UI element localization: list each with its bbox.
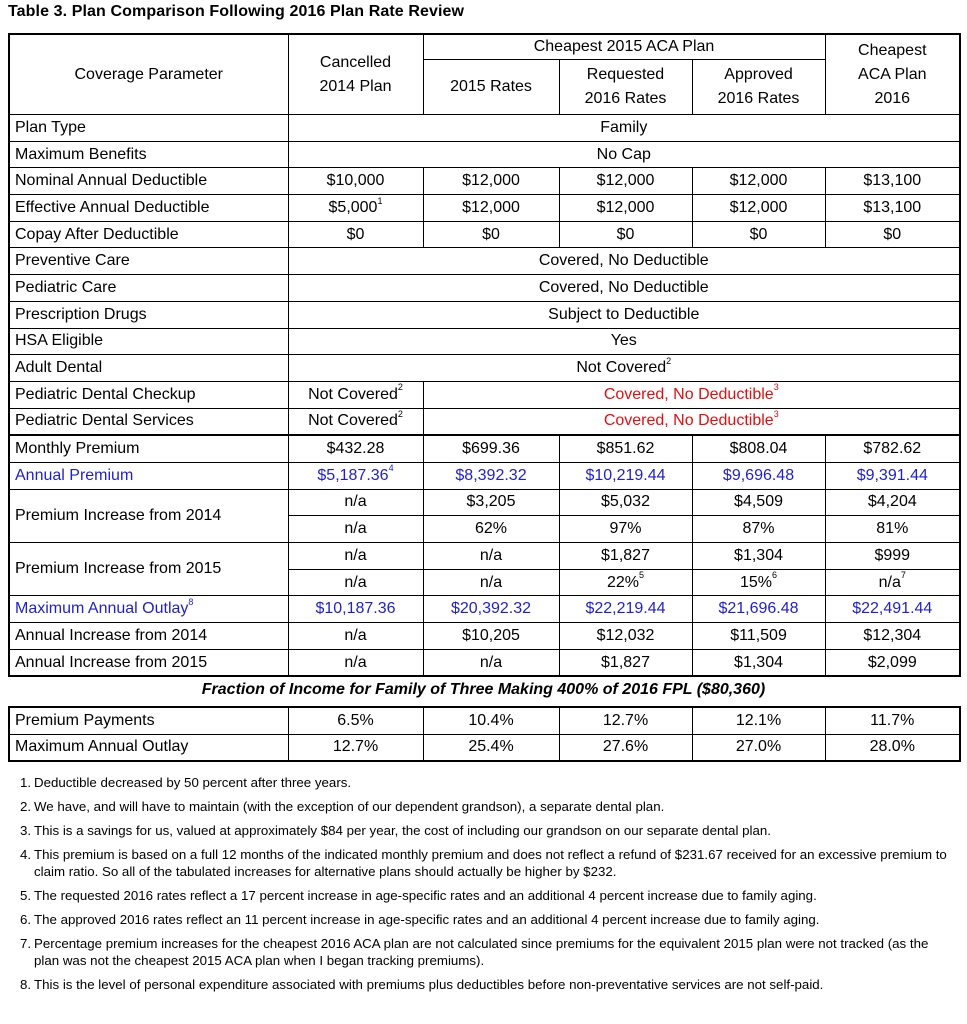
cell: 25.4% <box>423 734 559 761</box>
cell: $12,000 <box>559 195 692 222</box>
cell: n/a <box>423 543 559 570</box>
cell: $3,205 <box>423 489 559 516</box>
header-2015-rates: 2015 Rates <box>423 60 559 115</box>
row-label-rx: Prescription Drugs <box>9 301 288 328</box>
row-label-copay: Copay After Deductible <box>9 221 288 248</box>
cell: 97% <box>559 516 692 543</box>
cell: $2,099 <box>867 653 917 671</box>
row-label-ped-checkup: Pediatric Dental Checkup <box>9 381 288 408</box>
row-label-plan-type: Plan Type <box>9 115 288 142</box>
cell: $4,204 <box>825 489 960 516</box>
row-label-increase-2014: Premium Increase from 2014 <box>9 489 288 542</box>
cell: 10.4% <box>423 707 559 734</box>
row-label-hsa: HSA Eligible <box>9 328 288 355</box>
cell: $0 <box>423 221 559 248</box>
cell: $9,391.44 <box>825 462 960 489</box>
footnote-ref: 3 <box>773 409 779 420</box>
cell: 6.5% <box>288 707 423 734</box>
plan-comparison-table <box>8 33 961 677</box>
footnote-ref: 5 <box>639 570 645 581</box>
cell: n/a <box>288 516 423 543</box>
footnote: 1. Deductible decreased by 50 percent after three years. <box>20 775 352 790</box>
cell: $1,304 <box>692 543 825 570</box>
header-cancelled-2014: Cancelled 2014 Plan <box>288 34 423 115</box>
cell: n/a <box>288 489 423 516</box>
cell: $1,827 <box>559 649 692 676</box>
cell: n/a <box>423 649 559 676</box>
row-label-fraction-max-outlay: Maximum Annual Outlay <box>9 734 288 761</box>
footnotes <box>20 774 955 1000</box>
row-label-premium-payments: Premium Payments <box>9 707 288 734</box>
cell: $13,100 <box>825 168 960 195</box>
header-coverage-parameter: Coverage Parameter <box>9 34 288 115</box>
cell: $432.28 <box>288 435 423 462</box>
footnote-ref: 3 <box>773 382 779 393</box>
cell: $0 <box>288 221 423 248</box>
ped-services-value: Covered, No Deductible$^3$ <box>603 409 779 430</box>
row-label-preventive: Preventive Care <box>9 248 288 275</box>
cell: 27.0% <box>692 734 825 761</box>
cell: $12,000 <box>423 195 559 222</box>
ped-checkup-value: Covered, No Deductible$^3$ <box>423 381 960 408</box>
cell: $1,827 <box>559 543 692 570</box>
header-cheapest-2016: Cheapest ACA Plan 2016 <box>858 41 927 107</box>
cell: 12.1% <box>692 707 825 734</box>
cell: $782.62 <box>825 435 960 462</box>
cell: n/a <box>423 569 559 596</box>
cell: $22,491.44 <box>825 596 960 623</box>
cell: n/a <box>288 623 423 650</box>
footnote: 3. This is a savings for us, valued at approximately $84 per year, the cost of including our grandson on our separate dental plan. <box>20 823 771 838</box>
cell: $13,100 <box>825 195 960 222</box>
row-label-pediatric-care: Pediatric Care <box>9 275 288 302</box>
cell: $12,304 <box>825 623 960 650</box>
footnote: 4. This premium is based on a full 12 months of the indicated monthly premium and does not reflect a refund of $231.67 received for an excessive premium to claim ratio. So all of the tabulated increases for alternative plans should actually be higher by $232. <box>20 847 947 879</box>
footnote: 8. This is the level of personal expenditure associated with premiums plus deductibles before non-preventative services are not self-paid. <box>20 977 824 992</box>
header-cheapest-2015-group: Cheapest 2015 ACA Plan <box>423 34 825 60</box>
row-label-nominal-deductible: Nominal Annual Deductible <box>9 168 288 195</box>
cell: $22,219.44 <box>559 596 692 623</box>
footnote-ref: 6 <box>772 570 778 581</box>
footnote-ref: 8 <box>188 596 194 607</box>
cell: 81% <box>825 516 960 543</box>
plan-type-value: Family <box>288 115 960 142</box>
cell: $9,696.48 <box>692 462 825 489</box>
cell: 28.0% <box>869 738 915 756</box>
cell: $5,000$^1$ <box>288 195 423 222</box>
cell: 87% <box>692 516 825 543</box>
cell: $0 <box>825 221 960 248</box>
cell: $699.36 <box>423 435 559 462</box>
cell: $12,000 <box>692 195 825 222</box>
row-label-effective-deductible: Effective Annual Deductible <box>9 195 288 222</box>
footnote-ref: 7 <box>900 570 906 581</box>
row-label-max-benefits: Maximum Benefits <box>9 141 288 168</box>
cell: $0 <box>559 221 692 248</box>
cell: $12,000 <box>559 168 692 195</box>
row-label-increase-2015: Premium Increase from 2015 <box>9 543 288 596</box>
table-title: Table 3. Plan Comparison Following 2016 Plan Rate Review <box>8 3 465 20</box>
row-label-annual-premium: Annual Premium <box>9 462 288 489</box>
footnote-ref: 2 <box>397 382 403 393</box>
row-label-annual-inc-2015: Annual Increase from 2015 <box>9 649 288 676</box>
footnote: 2. We have, and will have to maintain (with the exception of our dependent grandson), a separate dental plan. <box>20 799 665 814</box>
row-label-annual-inc-2014: Annual Increase from 2014 <box>9 623 288 650</box>
cell: n/a <box>288 543 423 570</box>
cell: $5,187.36$^4$ <box>288 462 423 489</box>
cell: $20,392.32 <box>423 596 559 623</box>
cell: Not Covered$^2$ <box>288 381 423 408</box>
footnote: 7. Percentage premium increases for the cheapest 2016 ACA plan are not calculated since premiums for the equivalent 2015 plan were not tracked (as the plan was not the cheapest 2015 ACA plan when I began tracking premiums). <box>20 936 929 968</box>
row-label-monthly-premium: Monthly Premium <box>9 435 288 462</box>
cell: $12,000 <box>692 168 825 195</box>
cell: Not Covered$^2$ <box>288 408 423 435</box>
cell: 12.7% <box>559 707 692 734</box>
footnote-ref: 2 <box>666 355 672 366</box>
cell: $n/a^7$ <box>825 569 960 596</box>
cell: $999 <box>825 543 960 570</box>
fraction-caption: Fraction of Income for Family of Three Making 400% of 2016 FPL ($80,360) <box>201 681 766 698</box>
cell: $11,509 <box>692 623 825 650</box>
cell: $10,000 <box>288 168 423 195</box>
cell: $808.04 <box>692 435 825 462</box>
cell: $12,000 <box>423 168 559 195</box>
header-requested-2016: Requested 2016 Rates <box>559 60 692 115</box>
footnote: 5. The requested 2016 rates reflect a 17 percent increase in age-specific rates and an additional 4 percent increase due to family aging. <box>20 888 817 903</box>
cell: $12,032 <box>559 623 692 650</box>
cell: $5,032 <box>559 489 692 516</box>
hsa-value: Yes <box>288 328 960 355</box>
cell: $8,392.32 <box>423 462 559 489</box>
cell: 22%$^5$ <box>559 569 692 596</box>
footnote-ref: 2 <box>397 409 403 420</box>
cell: $1,304 <box>692 649 825 676</box>
cell: $851.62 <box>559 435 692 462</box>
footnote: 6. The approved 2016 rates reflect an 11 percent increase in age-specific rates and an additional 4 percent increase due to family aging. <box>20 912 820 927</box>
rx-value: Subject to Deductible <box>288 301 960 328</box>
cell: n/a <box>288 569 423 596</box>
cell: 62% <box>423 516 559 543</box>
income-fraction-table <box>8 706 961 762</box>
adult-dental-value: Not Covered$^2$ <box>288 355 960 382</box>
cell: $0 <box>692 221 825 248</box>
pediatric-care-value: Covered, No Deductible <box>288 275 960 302</box>
cell: 12.7% <box>288 734 423 761</box>
cell: $10,187.36 <box>288 596 423 623</box>
row-label-ped-services: Pediatric Dental Services <box>9 408 288 435</box>
preventive-value: Covered, No Deductible <box>288 248 960 275</box>
cell: n/a <box>288 649 423 676</box>
cell: 27.6% <box>559 734 692 761</box>
cell: 15%$^6$ <box>692 569 825 596</box>
footnote-ref: 1 <box>377 195 383 206</box>
row-label-max-outlay: Maximum Annual Outlay$^8$ <box>9 596 288 623</box>
footnote-ref: 4 <box>388 463 394 474</box>
cell: $10,219.44 <box>559 462 692 489</box>
max-benefits-value: No Cap <box>288 141 960 168</box>
cell: $10,205 <box>423 623 559 650</box>
cell: $4,509 <box>692 489 825 516</box>
row-label-adult-dental: Adult Dental <box>9 355 288 382</box>
cell: $21,696.48 <box>692 596 825 623</box>
cell: 11.7% <box>825 707 960 734</box>
header-approved-2016: Approved 2016 Rates <box>692 60 825 115</box>
